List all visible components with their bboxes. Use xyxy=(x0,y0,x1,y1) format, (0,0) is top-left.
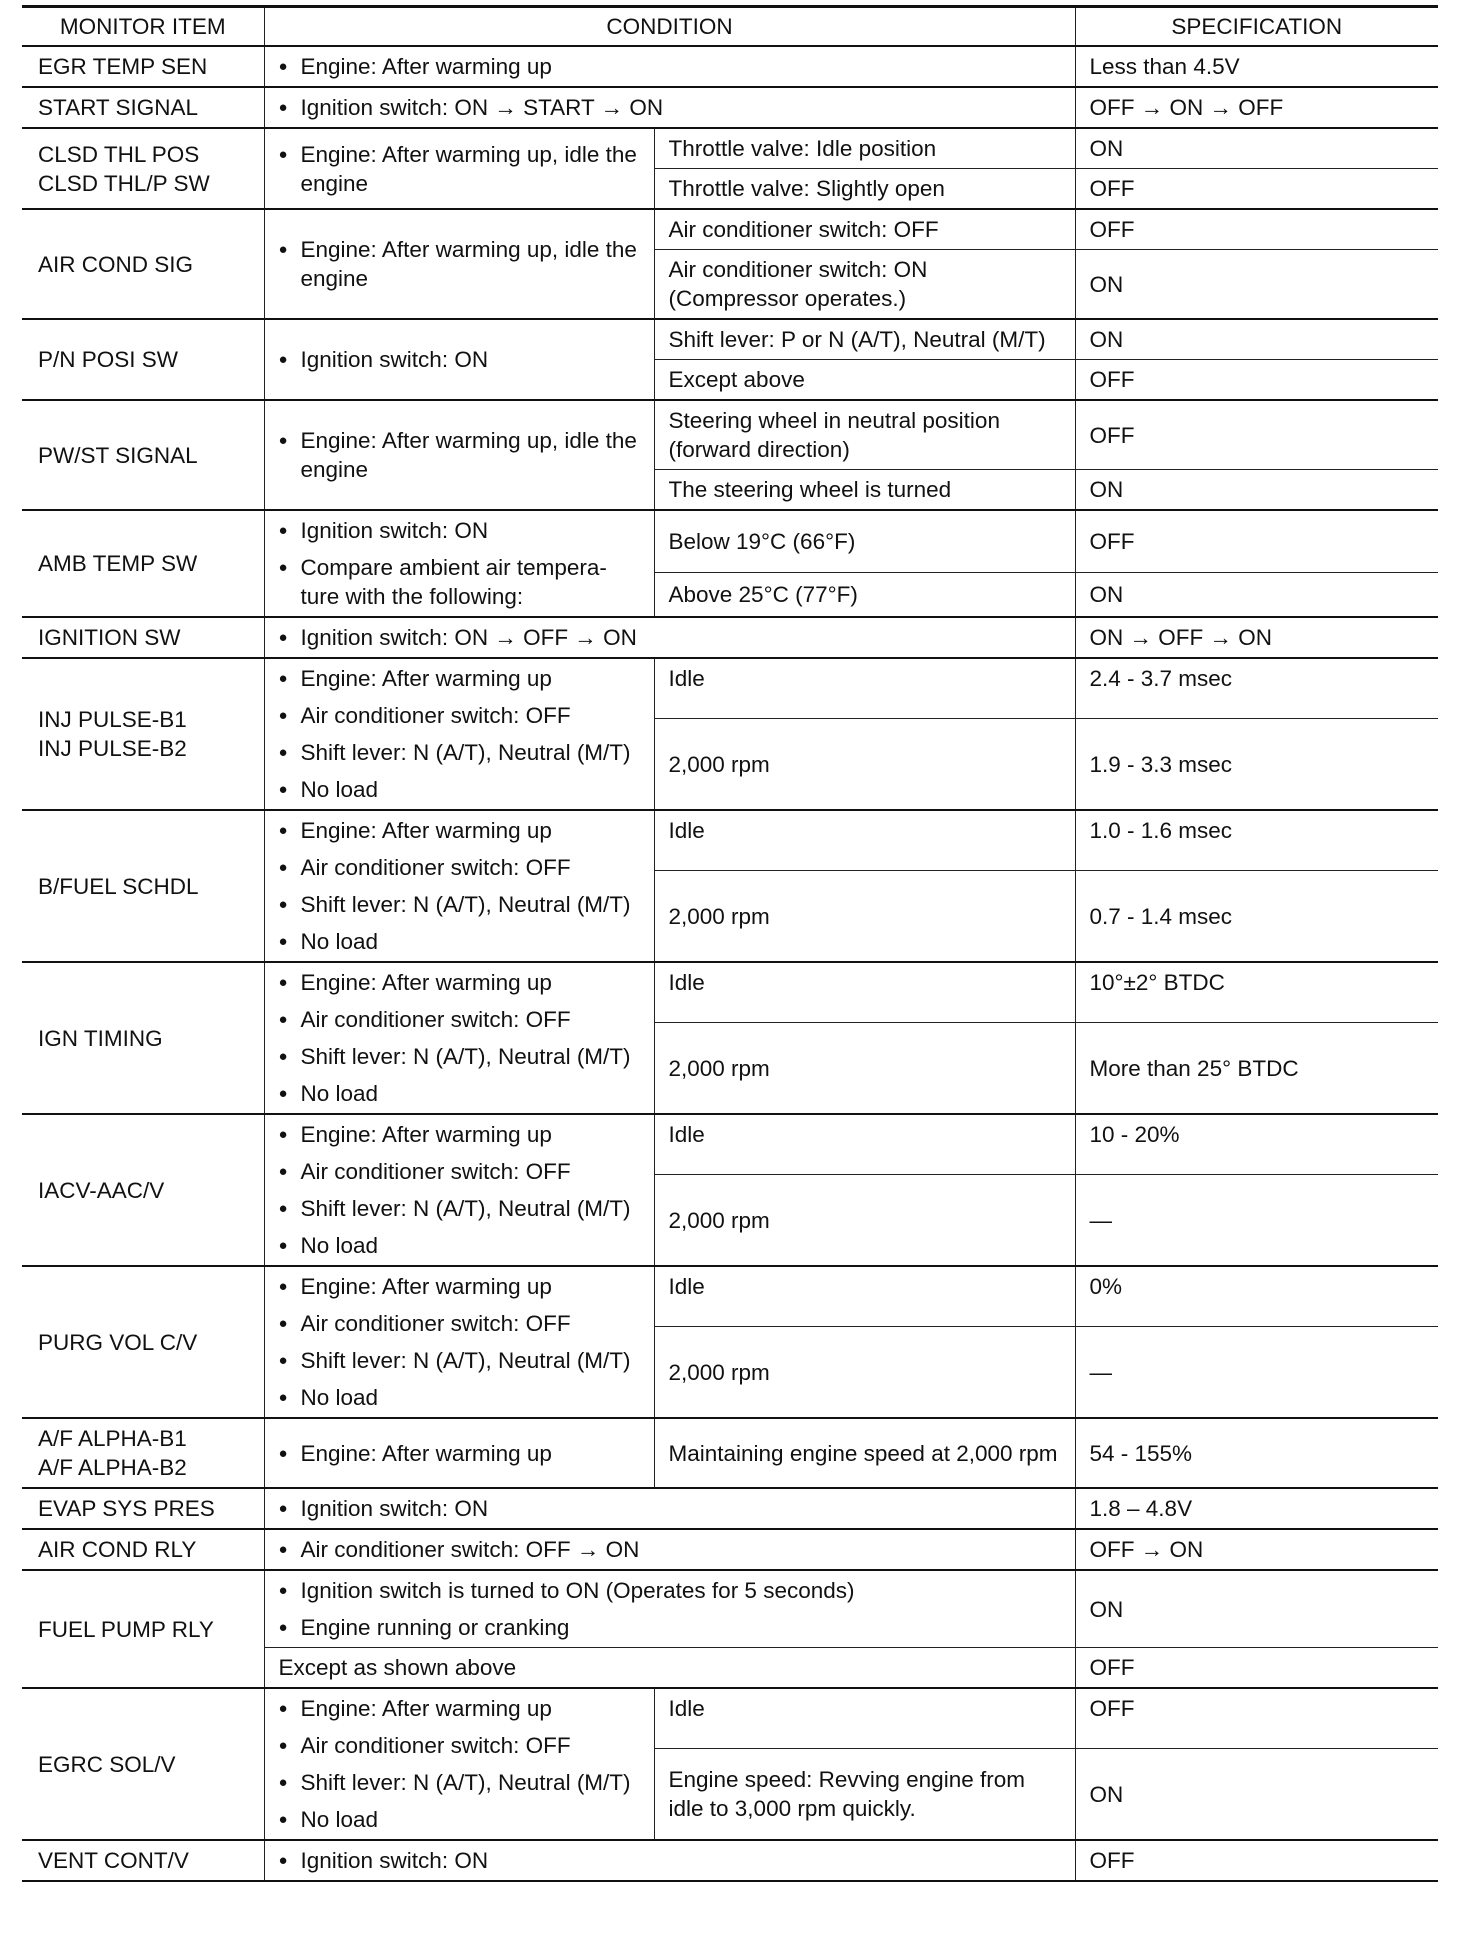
condition-cell xyxy=(264,1570,1075,1648)
sub-condition: Idle xyxy=(654,1114,1075,1175)
header-specification: SPECIFICATION xyxy=(1075,7,1438,47)
sub-condition: Steering wheel in neutral position (forward direction) xyxy=(654,400,1075,470)
table-row xyxy=(22,1529,1438,1570)
sub-condition: Except above xyxy=(654,360,1075,401)
condition-bullet: ● Air conditioner switch: OFF xyxy=(279,1005,640,1034)
monitor-item: IACV-AAC/V xyxy=(22,1114,264,1266)
condition-bullet: ● Air conditioner switch: OFF xyxy=(279,1731,640,1760)
table-row xyxy=(22,1114,1438,1175)
monitor-item: B/FUEL SCHDL xyxy=(22,810,264,962)
monitor-item: AMB TEMP SW xyxy=(22,510,264,617)
table-row xyxy=(22,1688,1438,1749)
table-row xyxy=(22,400,1438,470)
condition-bullet: ● No load xyxy=(279,1231,640,1260)
condition-bullet: ● Engine: After warming up, idle the engine xyxy=(279,140,640,198)
header-monitor-item: MONITOR ITEM xyxy=(22,7,264,47)
sub-condition: The steering wheel is turned xyxy=(654,470,1075,511)
table-row xyxy=(22,658,1438,719)
sub-condition: Air conditioner switch: ON (Compressor operates.) xyxy=(654,250,1075,320)
condition-bullet: ● No load xyxy=(279,775,640,804)
condition-bullet: ● Engine: After warming up xyxy=(279,1694,640,1723)
condition-cell xyxy=(264,962,654,1114)
monitor-item: EVAP SYS PRES xyxy=(22,1488,264,1529)
condition-bullet: ● Shift lever: N (A/T), Neutral (M/T) xyxy=(279,1768,640,1797)
condition-bullet: ● Engine: After warming up xyxy=(279,664,640,693)
sub-condition: 2,000 rpm xyxy=(654,719,1075,811)
condition-bullet: ● Engine running or cranking xyxy=(279,1613,1061,1642)
sub-condition: Throttle valve: Idle position xyxy=(654,128,1075,169)
condition-cell xyxy=(264,1266,654,1418)
spec-value: OFF xyxy=(1075,1648,1438,1689)
condition-bullet: ● Engine: After warming up xyxy=(279,816,640,845)
monitor-item: P/N POSI SW xyxy=(22,319,264,400)
condition-cell xyxy=(264,1114,654,1266)
condition-bullet: ● Compare ambient air tempera-ture with the following: xyxy=(279,553,640,611)
monitor-item: IGN TIMING xyxy=(22,962,264,1114)
spec-value: 1.8 – 4.8V xyxy=(1075,1488,1438,1529)
condition-bullet: ● Shift lever: N (A/T), Neutral (M/T) xyxy=(279,1194,640,1223)
condition-bullet: ● Engine: After warming up xyxy=(279,1272,640,1301)
condition-cell xyxy=(264,128,654,209)
condition-bullet: ● Shift lever: N (A/T), Neutral (M/T) xyxy=(279,738,640,767)
monitor-item: AIR COND SIG xyxy=(22,209,264,319)
spec-value: — xyxy=(1075,1327,1438,1419)
spec-value: OFF xyxy=(1075,400,1438,470)
sub-condition: Maintaining engine speed at 2,000 rpm xyxy=(654,1418,1075,1488)
sub-condition: 2,000 rpm xyxy=(654,1175,1075,1267)
condition-cell xyxy=(264,1529,1075,1570)
condition-bullet: ● Shift lever: N (A/T), Neutral (M/T) xyxy=(279,1042,640,1071)
monitor-item-line: INJ PULSE-B2 xyxy=(38,736,187,761)
condition-bullet: ● Engine: After warming up xyxy=(279,968,640,997)
monitor-item-line: INJ PULSE-B1 xyxy=(38,707,187,732)
condition-bullet: ● Air conditioner switch: OFF → ON xyxy=(279,1535,1061,1564)
table-row xyxy=(22,1570,1438,1648)
condition-bullet: ● Air conditioner switch: OFF xyxy=(279,1309,640,1338)
table-row xyxy=(22,319,1438,360)
condition-bullet: ● No load xyxy=(279,1805,640,1834)
condition-bullet: ● No load xyxy=(279,1079,640,1108)
spec-value: OFF → ON xyxy=(1075,1529,1438,1570)
spec-value: 10 - 20% xyxy=(1075,1114,1438,1175)
condition-cell xyxy=(264,510,654,617)
condition-bullet: ● Air conditioner switch: OFF xyxy=(279,853,640,882)
spec-value: 1.9 - 3.3 msec xyxy=(1075,719,1438,811)
monitor-item-line: CLSD THL/P SW xyxy=(38,170,210,196)
spec-value: OFF xyxy=(1075,360,1438,401)
condition-bullet: ● Engine: After warming up xyxy=(279,1120,640,1149)
monitor-item-line: CLSD THL POS xyxy=(38,141,200,167)
sub-condition: Idle xyxy=(654,1688,1075,1749)
sub-condition: Engine speed: Revving engine from idle to 3,000 rpm quickly. xyxy=(654,1749,1075,1841)
spec-value: 0% xyxy=(1075,1266,1438,1327)
spec-value: OFF xyxy=(1075,209,1438,250)
spec-value: OFF xyxy=(1075,169,1438,210)
sub-condition: Below 19°C (66°F) xyxy=(654,510,1075,573)
condition-bullet: ● Shift lever: N (A/T), Neutral (M/T) xyxy=(279,1346,640,1375)
sub-condition: 2,000 rpm xyxy=(654,871,1075,963)
sub-condition: Air conditioner switch: OFF xyxy=(654,209,1075,250)
condition-cell xyxy=(264,1488,1075,1529)
condition-bullet: ● Engine: After warming up xyxy=(279,52,1061,81)
spec-value: OFF xyxy=(1075,1688,1438,1749)
spec-value: ON xyxy=(1075,250,1438,320)
table-row xyxy=(22,1266,1438,1327)
spec-value: ON xyxy=(1075,1570,1438,1648)
condition-cell xyxy=(264,400,654,510)
monitor-item xyxy=(22,1418,264,1488)
monitor-item: START SIGNAL xyxy=(22,87,264,128)
table-row xyxy=(22,810,1438,871)
condition-cell xyxy=(264,1840,1075,1881)
spec-value: ON xyxy=(1075,573,1438,618)
condition-bullet: ● Ignition switch: ON xyxy=(279,516,640,545)
spec-value: 2.4 - 3.7 msec xyxy=(1075,658,1438,719)
header-row xyxy=(22,7,1438,47)
sub-condition: Idle xyxy=(654,1266,1075,1327)
sub-condition: Shift lever: P or N (A/T), Neutral (M/T) xyxy=(654,319,1075,360)
table-row xyxy=(22,1840,1438,1881)
table-row xyxy=(22,1488,1438,1529)
condition-cell xyxy=(264,319,654,400)
spec-value: OFF → ON → OFF xyxy=(1075,87,1438,128)
spec-value: ON → OFF → ON xyxy=(1075,617,1438,658)
table-row xyxy=(22,209,1438,250)
condition-bullet: ● Shift lever: N (A/T), Neutral (M/T) xyxy=(279,890,640,919)
table-row xyxy=(22,617,1438,658)
monitor-item-line: A/F ALPHA-B2 xyxy=(38,1455,187,1480)
table-row xyxy=(22,1418,1438,1488)
monitor-item xyxy=(22,128,264,209)
monitor-spec-table xyxy=(22,5,1438,1882)
condition-cell xyxy=(264,810,654,962)
spec-value: OFF xyxy=(1075,1840,1438,1881)
condition-cell: Except as shown above xyxy=(264,1648,1075,1689)
sub-condition: 2,000 rpm xyxy=(654,1023,1075,1115)
condition-cell xyxy=(264,46,1075,87)
condition-bullet: ● Engine: After warming up xyxy=(279,1439,640,1468)
condition-bullet: ● Ignition switch is turned to ON (Operates for 5 seconds) xyxy=(279,1576,1061,1605)
spec-value: ON xyxy=(1075,470,1438,511)
condition-cell xyxy=(264,209,654,319)
monitor-item: PW/ST SIGNAL xyxy=(22,400,264,510)
sub-condition: Throttle valve: Slightly open xyxy=(654,169,1075,210)
sub-condition: Above 25°C (77°F) xyxy=(654,573,1075,618)
sub-condition: Idle xyxy=(654,658,1075,719)
spec-value: More than 25° BTDC xyxy=(1075,1023,1438,1115)
table-row xyxy=(22,128,1438,169)
table-row xyxy=(22,510,1438,573)
spec-value: ON xyxy=(1075,1749,1438,1841)
condition-bullet: ● Ignition switch: ON → START → ON xyxy=(279,93,1061,122)
condition-cell xyxy=(264,87,1075,128)
monitor-item-line: A/F ALPHA-B1 xyxy=(38,1426,187,1451)
condition-bullet: ● Ignition switch: ON xyxy=(279,1494,1061,1523)
condition-bullet: ● Engine: After warming up, idle the engine xyxy=(279,426,640,484)
condition-cell xyxy=(264,617,1075,658)
condition-bullet: ● Air conditioner switch: OFF xyxy=(279,701,640,730)
condition-bullet: ● Engine: After warming up, idle the engine xyxy=(279,235,640,293)
header-condition: CONDITION xyxy=(264,7,1075,47)
monitor-item: EGRC SOL/V xyxy=(22,1688,264,1840)
condition-bullet: ● Ignition switch: ON xyxy=(279,1846,1061,1875)
condition-bullet: ● Ignition switch: ON → OFF → ON xyxy=(279,623,1061,652)
sub-condition: 2,000 rpm xyxy=(654,1327,1075,1419)
table-row xyxy=(22,46,1438,87)
sub-condition: Idle xyxy=(654,810,1075,871)
spec-value: 10°±2° BTDC xyxy=(1075,962,1438,1023)
spec-value: ON xyxy=(1075,128,1438,169)
monitor-item: VENT CONT/V xyxy=(22,1840,264,1881)
spec-value: 1.0 - 1.6 msec xyxy=(1075,810,1438,871)
sub-condition: Idle xyxy=(654,962,1075,1023)
table-row xyxy=(22,962,1438,1023)
spec-value: 0.7 - 1.4 msec xyxy=(1075,871,1438,963)
condition-bullet: ● No load xyxy=(279,1383,640,1412)
table-row xyxy=(22,87,1438,128)
spec-value: OFF xyxy=(1075,510,1438,573)
condition-cell xyxy=(264,1418,654,1488)
spec-value: ON xyxy=(1075,319,1438,360)
spec-value: 54 - 155% xyxy=(1075,1418,1438,1488)
spec-value: — xyxy=(1075,1175,1438,1267)
monitor-item: AIR COND RLY xyxy=(22,1529,264,1570)
condition-cell xyxy=(264,1688,654,1840)
condition-bullet: ● Ignition switch: ON xyxy=(279,345,640,374)
condition-bullet: ● Air conditioner switch: OFF xyxy=(279,1157,640,1186)
monitor-item: IGNITION SW xyxy=(22,617,264,658)
condition-cell xyxy=(264,658,654,810)
monitor-item: FUEL PUMP RLY xyxy=(22,1570,264,1688)
monitor-item: EGR TEMP SEN xyxy=(22,46,264,87)
condition-bullet: ● No load xyxy=(279,927,640,956)
spec-value: Less than 4.5V xyxy=(1075,46,1438,87)
monitor-item: PURG VOL C/V xyxy=(22,1266,264,1418)
monitor-item xyxy=(22,658,264,810)
